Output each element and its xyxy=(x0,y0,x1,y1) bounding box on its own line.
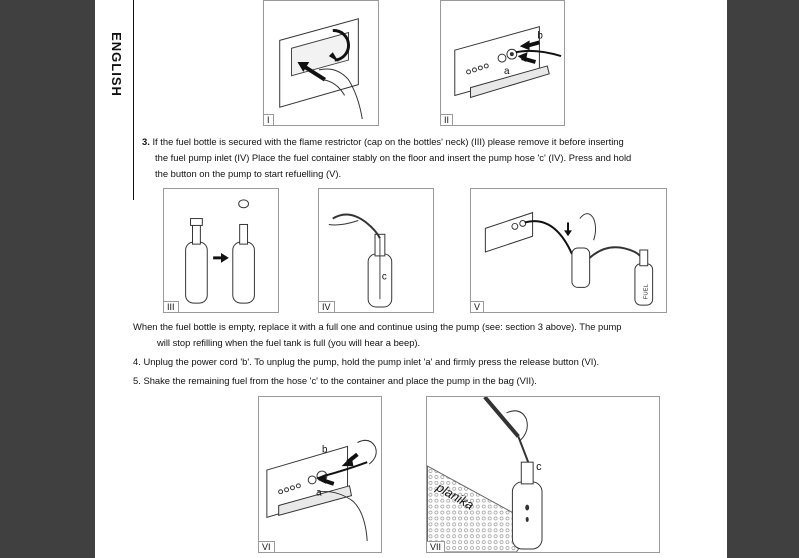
figure-v-illustration xyxy=(471,189,666,312)
fuel-label: FUEL xyxy=(643,284,650,300)
figure-iii-illustration xyxy=(164,189,278,312)
figure-i-illustration xyxy=(264,1,378,125)
language-tab-label: ENGLISH xyxy=(108,31,124,97)
figure-ii-illustration xyxy=(441,1,564,125)
step-3-number: 3. xyxy=(142,136,150,147)
figure-iv-illustration xyxy=(319,189,433,312)
cord-b-label: b xyxy=(321,444,328,456)
step-5-body: Shake the remaining fuel from the hose 'c' to the container and place the pump in the bag (VII). xyxy=(143,375,537,386)
step-4-body: Unplug the power cord 'b'. To unplug the pump, hold the pump inlet 'a' and firmly press the release button (VI). xyxy=(143,356,600,367)
hose-c-label-vii: c xyxy=(536,461,542,474)
figure-vi xyxy=(258,396,382,553)
empty-note-line-1: When the fuel bottle is empty, replace it with a full one and continue using the pump (see: section 3 above). The pump xyxy=(133,321,622,332)
figure-vi-illustration xyxy=(259,397,381,552)
figure-iii xyxy=(163,188,279,313)
step-5-text xyxy=(133,373,723,389)
step-3-line-2: the fuel pump inlet (IV) Place the fuel container stably on the floor and insert the pump hose 'c' (IV). Press and hold xyxy=(155,152,632,163)
figure-ii xyxy=(440,0,565,126)
language-tab xyxy=(100,24,132,104)
figure-vii-illustration xyxy=(427,397,659,552)
figure-i-number: I xyxy=(264,114,274,125)
inlet-a-label: a xyxy=(316,487,322,499)
figure-vi-number: VI xyxy=(259,541,275,552)
figure-i xyxy=(263,0,379,126)
step-4-number: 4. xyxy=(133,356,141,367)
figure-v xyxy=(470,188,667,313)
empty-bottle-note xyxy=(133,319,723,351)
figure-ii-number: II xyxy=(441,114,453,125)
figure-iv xyxy=(318,188,434,313)
svg-text:a: a xyxy=(503,65,510,77)
figure-vii xyxy=(426,396,660,553)
svg-text:b: b xyxy=(537,30,543,42)
figure-v-number: V xyxy=(471,301,484,312)
step-3-text xyxy=(142,134,702,182)
step-3-line-1: 3. If the fuel bottle is secured with the flame restrictor (cap on the bottles' neck) (III) please remove it before inserting xyxy=(142,136,624,147)
figure-iii-number: III xyxy=(164,301,179,312)
bag-brand-label: planika xyxy=(433,479,477,513)
figure-vii-number: VII xyxy=(427,541,445,552)
hose-c-label: c xyxy=(381,271,387,283)
empty-note-line-2: will stop refilling when the fuel tank is full (you will hear a beep). xyxy=(157,337,421,348)
manual-page xyxy=(95,0,727,558)
step-5-number: 5. xyxy=(133,375,141,386)
step-4-text xyxy=(133,354,723,370)
section-rule xyxy=(133,0,134,200)
figure-iv-number: IV xyxy=(319,301,335,312)
step-3-line-3: the button on the pump to start refuelling (V). xyxy=(155,168,342,179)
